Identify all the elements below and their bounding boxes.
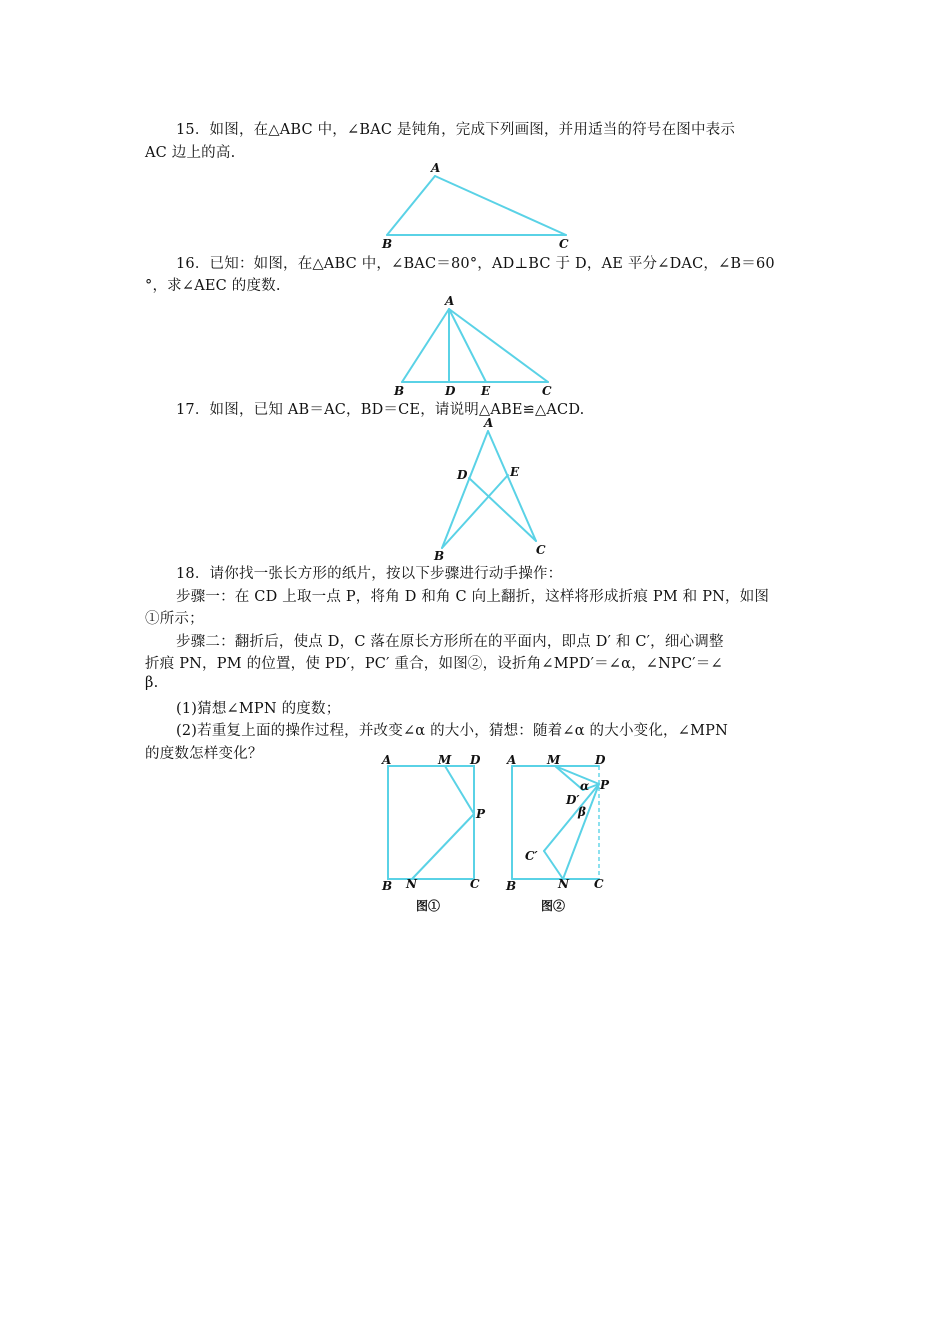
fig18a-label-c: C [470,877,480,891]
fig15-label-c: C [559,237,569,251]
figure-18-1 [378,752,490,916]
fig17-label-d: D [457,468,468,482]
problem-16-line-1: 16．已知：如图，在△ABC 中，∠BAC＝80°，AD⊥BC 于 D，AE 平分∠DAC，∠B＝60 [176,256,775,272]
fig15-label-a: A [431,161,441,175]
fig16-label-e: E [481,384,491,398]
fig18b-label-d: D [595,753,606,767]
fig18b-caption: 图② [541,899,566,913]
fig17-label-a: A [484,416,494,430]
problem-18-line-6: β. [145,675,159,691]
problem-17-line-1: 17．如图，已知 AB＝AC，BD＝CE，请说明△ABE≌△ACD. [176,402,585,418]
fig18a-label-m: M [438,753,452,767]
fig16-label-c: C [542,384,552,398]
fig18b-label-a: A [507,753,517,767]
fig16-label-d: D [445,384,456,398]
problem-16-line-2: °，求∠AEC 的度数. [145,278,281,294]
problem-15-line-1: 15．如图，在△ABC 中，∠BAC 是钝角，完成下列画图，并用适当的符号在图中表示 [176,122,736,138]
problem-18-line-5: 折痕 PN，PM 的位置，使 PD′，PC′ 重合，如图②，设折角∠MPD′＝∠α，∠NPC′＝∠ [145,656,723,672]
problem-18-line-9: 的度数怎样变化？ [145,746,263,762]
fig17-label-e: E [510,465,520,479]
fig18b-label-b: B [506,879,517,893]
fig18a-caption: 图① [416,899,441,913]
figure-18-2 [503,752,618,916]
figure-16-triangle [390,292,565,398]
fig18a-label-p: P [476,807,486,821]
fig16-label-b: B [394,384,405,398]
fig15-label-b: B [382,237,393,251]
fig18b-label-c: C [594,877,604,891]
figure-17-triangles [428,416,552,562]
fig18b-label-beta: β [578,805,586,819]
fig18b-label-m: M [547,753,561,767]
fig18b-label-p: P [600,778,610,792]
problem-18-line-2: 步骤一：在 CD 上取一点 P，将角 D 和角 C 向上翻折，这样将形成折痕 PM 和 PN，如图 [176,589,770,605]
fig18a-label-d: D [470,753,481,767]
problem-15-line-2: AC 边上的高. [145,145,236,161]
fig18a-label-b: B [382,879,393,893]
fig18b-label-alpha: α [580,779,590,793]
fig17-label-b: B [434,549,445,563]
problem-18-line-8: (2)若重复上面的操作过程，并改变∠α 的大小，猜想：随着∠α 的大小变化，∠MPN [176,723,728,739]
problem-18-line-7: (1)猜想∠MPN 的度数； [176,701,341,717]
fig18a-label-n: N [406,877,417,891]
fig18b-label-c-prime: C′ [525,849,538,863]
problem-18-line-3: ①所示； [145,611,204,627]
figure-15-triangle [370,158,580,250]
fig18b-label-n: N [558,877,569,891]
problem-18-line-4: 步骤二：翻折后，使点 D，C 落在原长方形所在的平面内，即点 D′ 和 C′，细心调整 [176,634,724,650]
fig18a-label-a: A [382,753,392,767]
fig16-label-a: A [445,294,455,308]
problem-18-line-1: 18．请你找一张长方形的纸片，按以下步骤进行动手操作： [176,566,563,582]
fig17-label-c: C [536,543,546,557]
fig18b-label-d-prime: D′ [566,793,580,807]
